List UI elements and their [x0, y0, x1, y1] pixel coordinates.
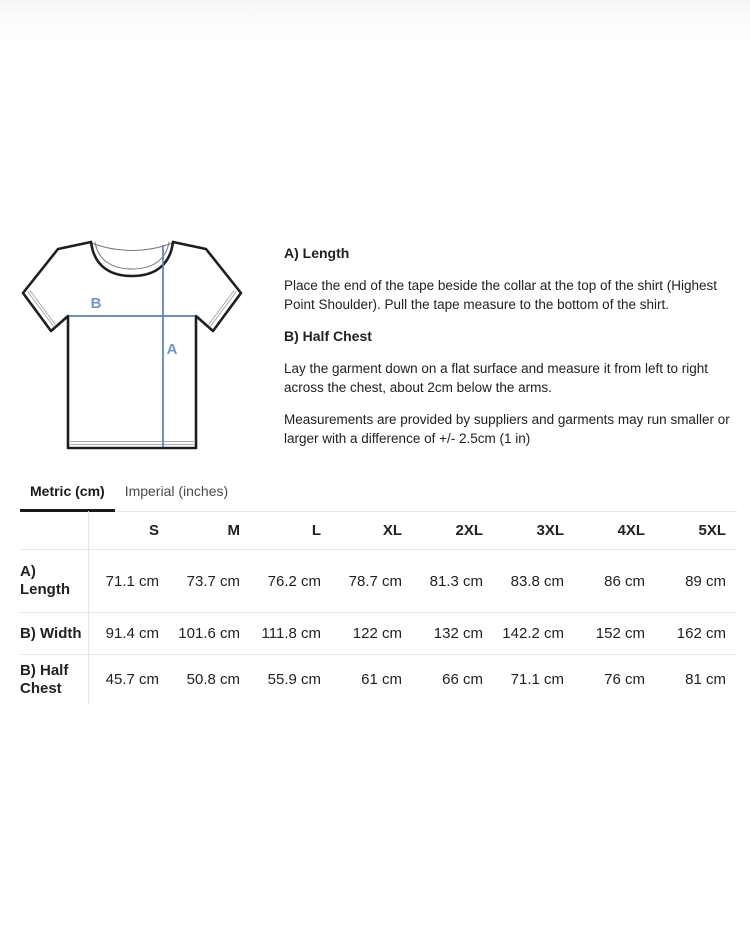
size-table-corner-cell [20, 511, 89, 549]
width-value: 162 cm [676, 625, 726, 642]
width-value: 142.2 cm [502, 625, 564, 642]
half-chest-heading: B) Half Chest [284, 328, 372, 344]
width-value: 122 cm [352, 625, 402, 642]
table-row-half-chest [20, 655, 737, 704]
row-label-length: A) Length [20, 550, 89, 612]
half-chest-value: 81 cm [685, 671, 726, 688]
width-value: 152 cm [595, 625, 645, 642]
width-value: 101.6 cm [178, 625, 240, 642]
tshirt-outline [23, 242, 241, 448]
width-value: 91.4 cm [105, 625, 159, 642]
size-column-header: XL [382, 521, 402, 539]
length-description: Place the end of the tape beside the collar at the top of the shirt (Highest Point Shoulder). Pull the tape measure to the bottom of the shirt. [284, 278, 718, 312]
row-label-width: B) Width [20, 613, 89, 654]
table-row-width [20, 613, 737, 655]
half-chest-value: 66 cm [442, 671, 483, 688]
tab-metric-cm[interactable]: Metric (cm) [20, 477, 115, 512]
length-value: 78.7 cm [348, 572, 402, 590]
size-column-header: 2XL [455, 521, 483, 539]
row-label-half-chest: B) Half Chest [20, 655, 89, 704]
measurement-disclaimer: Measurements are provided by suppliers and garments may run smaller or larger with a difference of +/- 2.5cm (1 in) [284, 412, 730, 446]
width-value: 111.8 cm [261, 625, 321, 642]
length-value: 86 cm [604, 572, 645, 590]
table-row-length [20, 550, 737, 613]
unit-tabs [20, 477, 737, 512]
half-chest-value: 76 cm [604, 671, 645, 688]
measure-label-a: A [166, 341, 178, 358]
length-value: 71.1 cm [105, 572, 159, 590]
size-column-header: S [148, 521, 159, 539]
tshirt-measurement-diagram [20, 236, 244, 456]
half-chest-value: 71.1 cm [510, 671, 564, 688]
half-chest-value: 45.7 cm [105, 671, 159, 688]
measuring-instructions [284, 236, 735, 461]
size-column-header: L [311, 521, 321, 539]
half-chest-value: 61 cm [361, 671, 402, 688]
length-value: 73.7 cm [186, 572, 240, 590]
size-column-header: 4XL [617, 521, 645, 539]
measure-label-b: B [90, 295, 102, 312]
tab-imperial-inches[interactable]: Imperial (inches) [124, 483, 229, 499]
length-heading: A) Length [284, 245, 350, 261]
size-table [20, 511, 737, 704]
top-scroll-shadow [0, 0, 750, 40]
size-column-header: M [227, 521, 240, 539]
half-chest-value: 55.9 cm [267, 671, 321, 688]
length-value: 83.8 cm [510, 572, 564, 590]
length-value: 89 cm [685, 572, 726, 590]
length-value: 76.2 cm [267, 572, 321, 590]
size-column-header: 5XL [698, 521, 726, 539]
length-value: 81.3 cm [429, 572, 483, 590]
half-chest-value: 50.8 cm [186, 671, 240, 688]
half-chest-description: Lay the garment down on a flat surface and measure it from left to right across the chest, about 2cm below the arms. [284, 361, 708, 395]
size-table-header-row [20, 511, 737, 550]
size-guide-diagram-section [20, 236, 735, 461]
size-column-header: 3XL [536, 521, 564, 539]
width-value: 132 cm [433, 625, 483, 642]
